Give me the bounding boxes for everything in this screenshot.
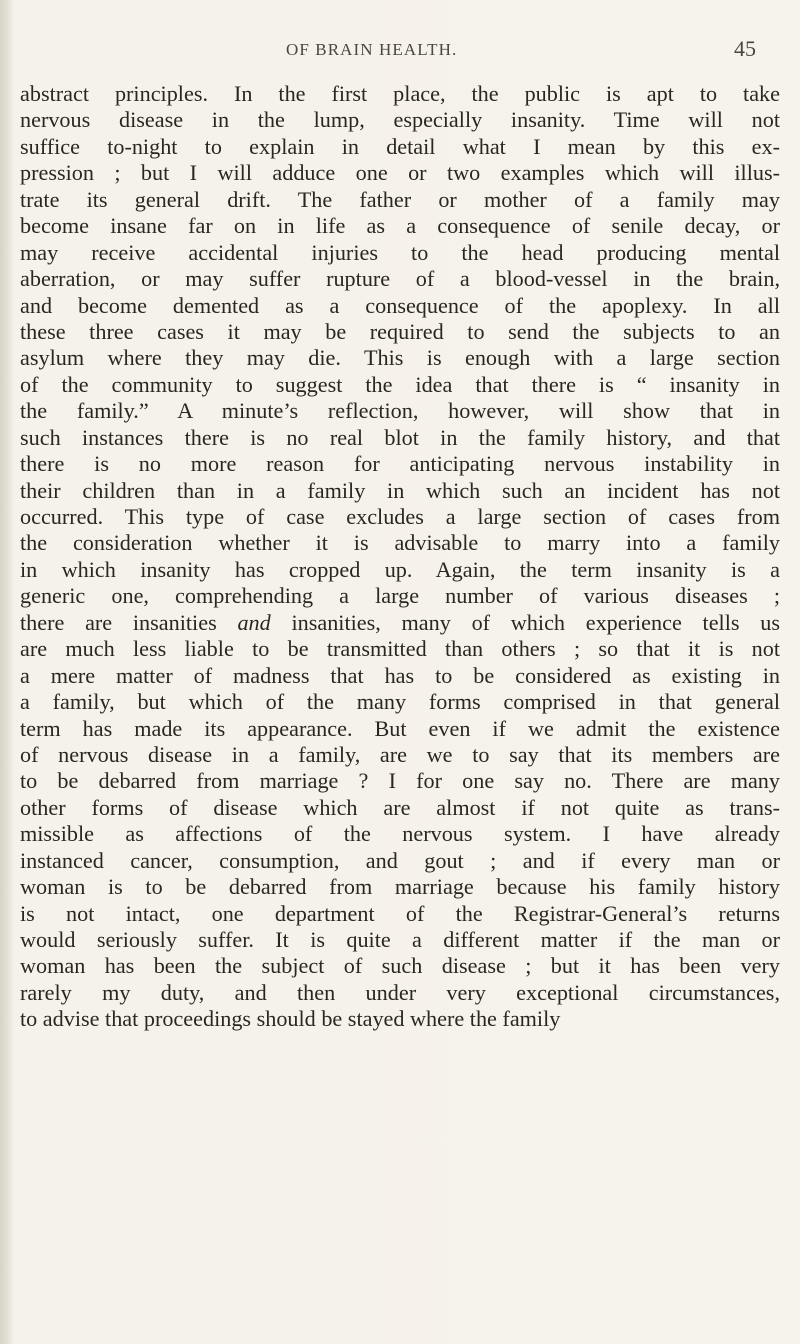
gutter-shadow <box>0 0 14 1344</box>
text-line: trate its general drift. The father or mother of a family may <box>20 186 780 212</box>
text-line: is not intact, one department of the Registrar-General’s returns <box>20 900 780 926</box>
text-line: nervous disease in the lump, especially insanity. Time will not <box>20 107 780 133</box>
running-head <box>0 36 800 70</box>
text-line: to be debarred from marriage ? I for one say no. There are many <box>20 768 780 794</box>
text-line: would seriously suffer. It is quite a different matter if the man or <box>20 927 780 952</box>
text-line: rarely my duty, and then under very exceptional circumstances, <box>20 979 780 1005</box>
text-line: such instances there is no real blot in the family history, and that <box>20 424 780 450</box>
body-text <box>20 81 780 1033</box>
text-line: may receive accidental injuries to the head producing mental <box>20 239 780 265</box>
text-line: the consideration whether it is advisable to marry into a family <box>20 530 780 556</box>
text-line: and become demented as a consequence of the apoplexy. In all <box>20 292 780 318</box>
text-segment: insanities, many of which experience tells us <box>270 609 780 635</box>
text-line: abstract principles. In the first place, the public is apt to take <box>20 81 780 106</box>
text-line: pression ; but I will adduce one or two examples which will illus- <box>20 160 780 186</box>
text-line: their children than in a family in which such an incident has not <box>20 477 780 503</box>
text-line: suffice to-night to explain in detail what I mean by this ex- <box>20 133 780 159</box>
text-line: other forms of disease which are almost if not quite as trans- <box>20 794 780 820</box>
text-line: of nervous disease in a family, are we to say that its members are <box>20 741 780 767</box>
text-line: the family.” A minute’s reflection, however, will show that in <box>20 398 780 424</box>
text-line: to advise that proceedings should be stayed where the family <box>20 1006 561 1032</box>
text-line: these three cases it may be required to send the subjects to an <box>20 318 780 344</box>
text-line: woman has been the subject of such disease ; but it has been very <box>20 953 780 979</box>
text-line: generic one, comprehending a large number of various diseases ; <box>20 583 780 609</box>
text-line: are much less liable to be transmitted than others ; so that it is not <box>20 636 780 662</box>
page-number: 45 <box>734 36 756 61</box>
text-line: instanced cancer, consumption, and gout ; and if every man or <box>20 847 780 873</box>
text-line: asylum where they may die. This is enough with a large section <box>20 345 780 371</box>
running-title: OF BRAIN HEALTH. <box>286 40 458 59</box>
text-line: there is no more reason for anticipating nervous instability in <box>20 451 780 477</box>
italic-word: and <box>237 609 271 635</box>
text-line: of the community to suggest the idea that there is “ insanity in <box>20 371 780 397</box>
text-line: a mere matter of madness that has to be considered as existing in <box>20 662 780 688</box>
text-line: occurred. This type of case excludes a large section of cases from <box>20 504 780 529</box>
text-line: in which insanity has cropped up. Again, the term insanity is a <box>20 556 780 582</box>
text-line: term has made its appearance. But even if we admit the existence <box>20 715 780 741</box>
text-line: woman is to be debarred from marriage because his family history <box>20 874 780 900</box>
text-line: become insane far on in life as a consequence of senile decay, or <box>20 213 780 239</box>
text-line: missible as affections of the nervous system. I have already <box>20 821 780 847</box>
text-line: aberration, or may suffer rupture of a blood-vessel in the brain, <box>20 266 780 292</box>
text-line-with-italic <box>20 610 780 636</box>
text-segment: there are insanities <box>20 609 238 635</box>
text-line: a family, but which of the many forms comprised in that general <box>20 689 780 715</box>
